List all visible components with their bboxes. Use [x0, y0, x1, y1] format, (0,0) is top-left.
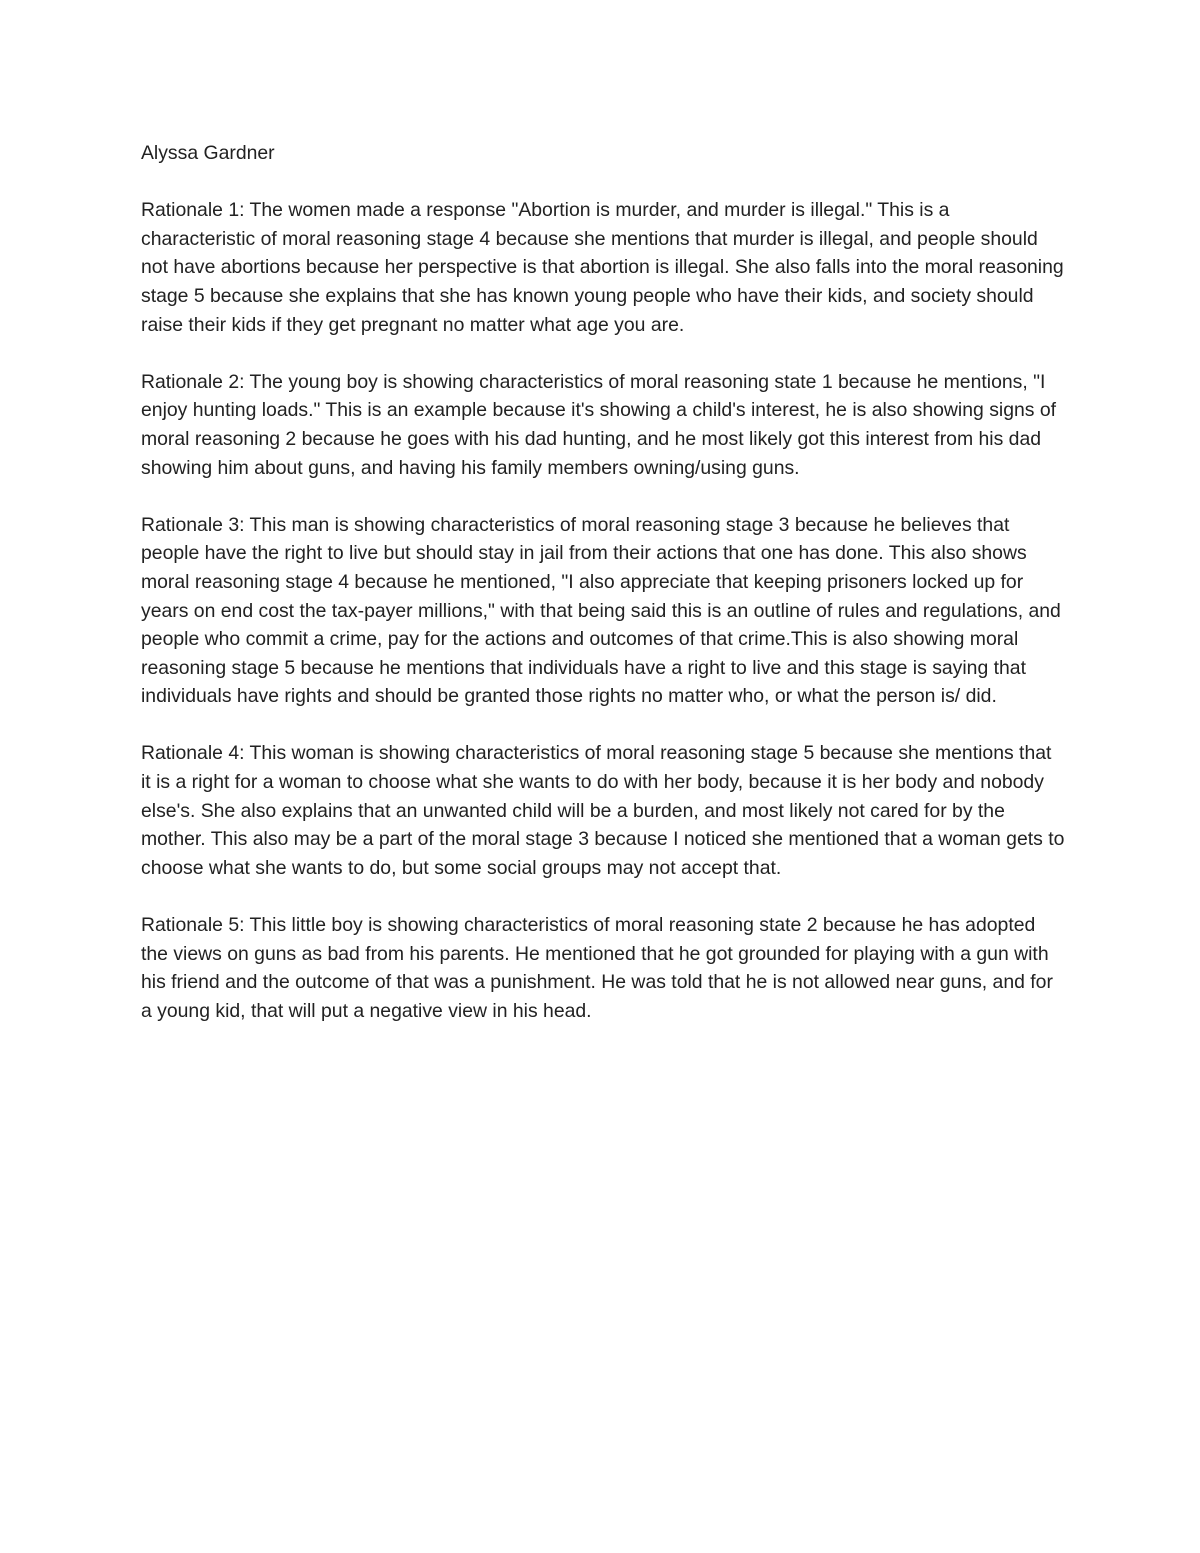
rationale-4-paragraph: Rationale 4: This woman is showing characteristics of moral reasoning stage 5 because she mentions that it is a right for a woman to choose what she wants to do with her body, because it is her body and nobody else's. She also explains that an unwanted child will be a burden, and most likely not cared for by the mother. This also may be a part of the moral stage 3 because I noticed she mentioned that a woman gets to choose what she wants to do, but some social groups may not accept that. [141, 742, 1065, 879]
rationale-1-paragraph: Rationale 1: The women made a response "Abortion is murder, and murder is illegal." This is a characteristic of moral reasoning stage 4 because she mentions that murder is illegal, and people should not have abortions because her perspective is that abortion is illegal. She also falls into the moral reasoning stage 5 because she explains that she has known young people who have their kids, and society should raise their kids if they get pregnant no matter what age you are. [141, 199, 1064, 336]
rationale-5-paragraph: Rationale 5: This little boy is showing characteristics of moral reasoning state 2 because he has adopted the views on guns as bad from his parents. He mentioned that he got grounded for playing with a gun with his friend and the outcome of that was a punishment. He was told that he is not allowed near guns, and for a young kid, that will put a negative view in his head. [141, 914, 1053, 1022]
document-body [141, 139, 1066, 1054]
author-name: Alyssa Gardner [141, 142, 275, 164]
rationale-3-paragraph: Rationale 3: This man is showing characteristics of moral reasoning stage 3 because he believes that people have the right to live but should stay in jail from their actions that one has done. This also shows moral reasoning stage 4 because he mentioned, "I also appreciate that keeping prisoners locked up for years on end cost the tax-payer millions," with that being said this is an outline of rules and regulations, and people who commit a crime, pay for the actions and outcomes of that crime.This is also showing moral reasoning stage 5 because he mentions that individuals have a right to live and this stage is saying that individuals have rights and should be granted those rights no matter who, or what the person is/ did. [141, 513, 1061, 708]
rationale-2-paragraph: Rationale 2: The young boy is showing characteristics of moral reasoning state 1 because he mentions, "I enjoy hunting loads." This is an example because it's showing a child's interest, he is also showing signs of moral reasoning 2 because he goes with his dad hunting, and he most likely got this interest from his dad showing him about guns, and having his family members owning/using guns. [141, 370, 1057, 479]
